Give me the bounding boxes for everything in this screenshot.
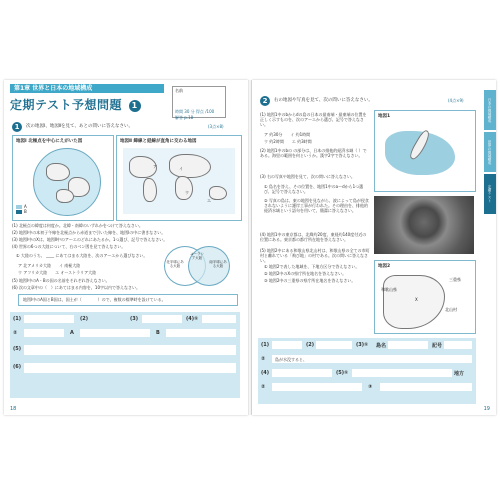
- answer-box[interactable]: [272, 341, 302, 349]
- sub-question: (5) 地図2中にある和歌山県北山村は、和歌山県の全ての市町村と離れている「飛び地」の村である。次の問いに答えなさい。: [260, 248, 370, 263]
- score-label: 得点 /100: [195, 109, 215, 114]
- map-1-label: 地図1: [378, 114, 391, 119]
- answer-label: (2): [306, 342, 315, 348]
- place-x: X: [415, 297, 418, 302]
- sub-question: ① 地図2で表した地域を、下地方区分で答えなさい。: [264, 264, 360, 269]
- map-1-label: 地図Ⅰ 北極点を中心にえがいた図: [16, 139, 83, 144]
- name-label: 名前: [175, 88, 183, 93]
- answer-label: (5): [13, 346, 22, 352]
- answer-page-label: 解答 p.18: [175, 115, 194, 120]
- answer-box[interactable]: [316, 341, 352, 349]
- sub-question: (3) 地図Ⅰ中のXは、地図Ⅱ中のア〜エのどれにあたるか。1つ選び、記号で答えなさい。: [12, 237, 168, 242]
- sub-question: ① 大陸のうち、 ____ にあてはまる大陸を、次のア〜エから選びなさい。: [16, 253, 148, 258]
- answer-box[interactable]: [202, 315, 236, 323]
- sub-question: (4) 地図1中の東京都は、北緯約20度、東経約140度付近の位置にある。東京都の都庁所在地を答えなさい。: [260, 232, 367, 242]
- question-number-2: 2: [260, 96, 270, 106]
- answer-box[interactable]: [142, 315, 182, 323]
- sub-question: (2) 地図Ⅰ中の本初子午線を北極点から赤道まで引いた線を、地図Ⅰの中に書きなさい。: [12, 230, 166, 235]
- map-letter-c: ウ: [185, 190, 189, 195]
- title-number: 1: [129, 100, 141, 112]
- landmass: [56, 189, 74, 203]
- map-letter-a: ア: [153, 164, 157, 169]
- answer-label: (4): [261, 370, 270, 376]
- answer-box[interactable]: [352, 369, 452, 377]
- answer-label: (1): [13, 316, 22, 322]
- side-tab[interactable]: 世界の地域構成: [484, 132, 496, 172]
- landmass: [175, 176, 193, 200]
- landmass: [169, 154, 211, 178]
- statement-text: 地図Ⅰ中のA国とB国は、国土が（ ）ので、複数の標準時を設けている。: [23, 297, 166, 302]
- question-number-1: 1: [12, 122, 22, 132]
- answer-label: ②: [261, 384, 266, 390]
- map-legend: [16, 204, 27, 214]
- place-wakayama: 和歌山県: [381, 287, 397, 292]
- answer-label: (1): [261, 342, 270, 348]
- answer-box[interactable]: [380, 383, 472, 391]
- choice-line: ウ 約2時間 エ 約3時間: [264, 139, 312, 144]
- legend-a: A: [24, 204, 27, 209]
- sub-question: ② 写真の島は、東の地図を見ながら、波によって島が侵食されないように護岸工事が行われた。その理由を、排他的経済水域という語句を用いて、簡潔に答えなさい。: [264, 198, 369, 213]
- choice-line: ア 北アメリカ大陸 イ 南極大陸: [18, 263, 81, 268]
- chapter-heading: 第1章 世界と日本の地域構成: [10, 84, 164, 93]
- statement-box: [18, 294, 238, 306]
- answer-box[interactable]: [272, 369, 332, 377]
- choice-line: ア 約30分 イ 約1時間: [264, 132, 311, 137]
- answer-box[interactable]: [272, 355, 472, 363]
- answer-label: (3): [130, 316, 139, 322]
- answer-label: 記号: [432, 343, 443, 349]
- answer-box[interactable]: [24, 315, 74, 323]
- answer-box[interactable]: [24, 345, 236, 355]
- answer-label: (3)①: [356, 342, 369, 348]
- left-page: [4, 80, 248, 415]
- answer-box[interactable]: [388, 341, 428, 349]
- side-tab-active[interactable]: 定期テスト: [484, 174, 496, 214]
- answer-hint: 島が水没すると、: [275, 357, 307, 362]
- answer-area: [258, 338, 476, 404]
- venn-left-label: 北半球にある大陸: [166, 260, 184, 268]
- landmass: [143, 178, 157, 202]
- sub-question: (2) 地図1中のbの の部分は、日本の排他的経済水域（ ）である。海里の範囲を何というか。漢字2字で答えなさい。: [260, 148, 367, 158]
- sub-question: (3) 右の写真や地図を見て、次の問いに答えなさい。: [260, 174, 355, 179]
- score-box: [172, 86, 226, 118]
- venn-middle-label: ユーラシア大陸: [190, 252, 204, 260]
- answer-label: (5)①: [336, 370, 349, 376]
- sub-question: (1) 地図1中のbからdの島の日本の最南端・最東端の位置を正しく示すものを、次のア〜エから選び、記号で答えなさい。: [260, 112, 367, 127]
- landmass: [209, 186, 227, 200]
- kii-peninsula: [383, 275, 445, 329]
- answer-box[interactable]: [24, 329, 64, 337]
- answer-label: ②: [261, 356, 266, 362]
- right-page: [252, 80, 496, 415]
- answer-label: ③: [368, 384, 373, 390]
- place-mie: 三重県: [449, 277, 461, 282]
- page-number-left: 18: [10, 406, 17, 412]
- answer-label: B: [156, 330, 160, 336]
- place-kitayama: 北山村: [445, 307, 457, 312]
- map-2-label: 地図Ⅱ 緯線と経線が直角に交わる地図: [120, 139, 197, 144]
- map-1-frame: [12, 135, 114, 221]
- answer-label: A: [70, 330, 74, 336]
- page-title: [10, 96, 141, 113]
- question-2-points: (4点×9): [448, 98, 464, 103]
- sub-question: (4) 世界の6つの大陸について、右のベン図を見て答えなさい。: [12, 244, 126, 249]
- sub-question: ③ 地図2中の三重県の県庁所在地名を答えなさい。: [264, 278, 356, 283]
- answer-label: (6): [13, 364, 22, 370]
- answer-box[interactable]: [24, 363, 236, 373]
- answer-area: [10, 312, 240, 398]
- answer-box[interactable]: [166, 329, 236, 337]
- time-label: 時間 30 分: [175, 109, 195, 114]
- venn-right-label: 南半球にある大陸: [209, 260, 227, 268]
- landmass: [46, 163, 70, 181]
- page-title-text: 定期テスト予想問題: [10, 98, 123, 112]
- sub-question: (5) 地図Ⅰ中のA・Bの国の名前をそれぞれ答えなさい。: [12, 278, 110, 283]
- sub-question: ① 島名を答え、その位置を、地図1中のa〜dから1つ選び、記号で答えなさい。: [264, 184, 364, 194]
- map-letter-b: イ: [179, 166, 183, 171]
- answer-box[interactable]: [272, 383, 362, 391]
- answer-label: (4)①: [186, 316, 199, 322]
- answer-label: (2): [80, 316, 89, 322]
- question-1-text: 次の地図Ⅰ、地図Ⅱを見て、あとの問いに答えなさい。: [26, 124, 133, 129]
- score-info: [175, 109, 225, 121]
- world-map: [123, 148, 235, 214]
- question-1-points: (3点×8): [208, 124, 224, 129]
- island-photo: [374, 196, 474, 254]
- polar-globe: [33, 148, 101, 216]
- answer-label: ②: [13, 330, 18, 336]
- sub-question: (1) 北極点の緯度は何度か。北緯・南緯のいずれかをつけて答えなさい。: [12, 223, 143, 228]
- map-letter-d: エ: [207, 198, 211, 203]
- sub-question: (6) 次の文章中の（ ）にあてはまる内容を、10字以内で答えなさい。: [12, 285, 141, 290]
- page-number-right: 19: [483, 406, 490, 412]
- kii-map-frame: [374, 260, 476, 334]
- answer-box[interactable]: [444, 341, 472, 349]
- choice-line: ウ アフリカ大陸 エ オーストラリア大陸: [18, 270, 97, 275]
- side-tab[interactable]: 日本の地域構成: [484, 90, 496, 130]
- japan-map-frame: [374, 110, 476, 192]
- legend-b: B: [24, 209, 27, 214]
- answer-label: 地方: [454, 371, 465, 377]
- question-2-text: 右の地図や写真を見て、次の問いに答えなさい。: [274, 98, 373, 103]
- answer-label: 島名: [376, 343, 387, 349]
- answer-box[interactable]: [80, 329, 150, 337]
- sub-question: ② 地図2中のXの県庁所在地名を答えなさい。: [264, 271, 347, 276]
- map-2-label: 地図2: [378, 264, 391, 269]
- book-spread: [0, 80, 500, 415]
- map-2-frame: [116, 135, 242, 221]
